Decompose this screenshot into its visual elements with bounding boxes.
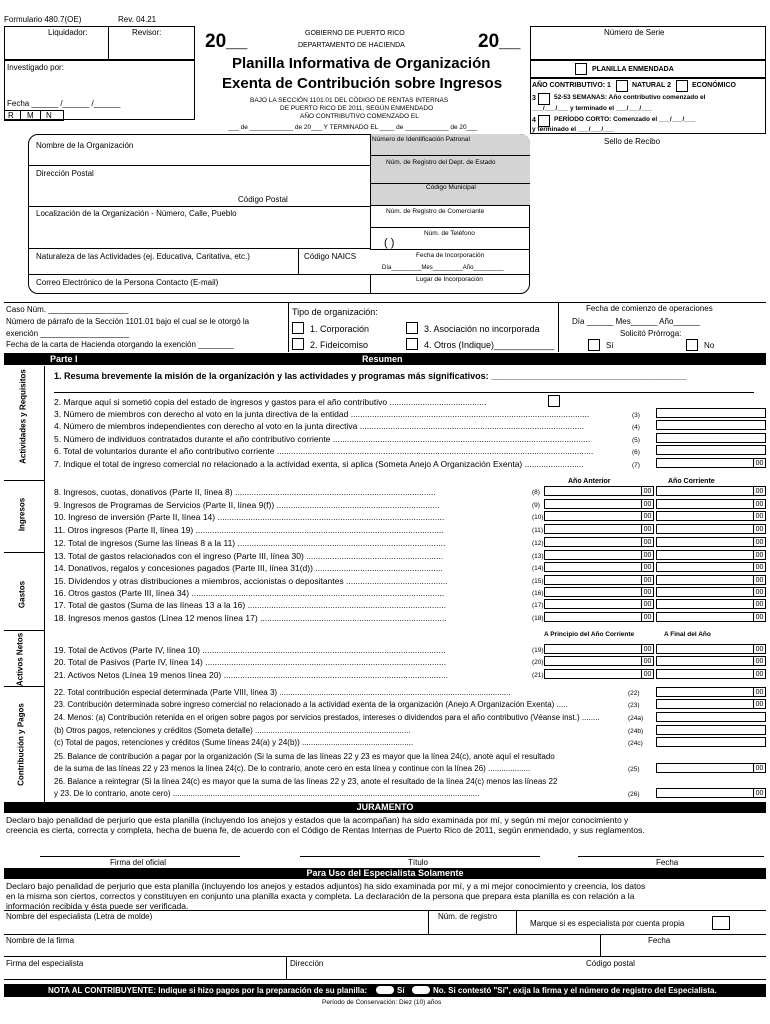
tax-amount-field[interactable] <box>656 725 766 735</box>
postal-address-label: Dirección Postal <box>36 169 94 178</box>
subtitle-dates: ___ de ____________ de 20___ Y TERMINADO EL ____ de ____________ de 20___ <box>228 124 478 131</box>
registry-number-label: Núm. de registro <box>438 912 498 921</box>
current-amount-field[interactable] <box>656 550 766 560</box>
line-18: 18. Ingresos menos gastos (Línea 12 menos línea 17) ............................................................................... <box>54 614 447 623</box>
subtitle-code: DE PUERTO RICO DE 2011, SEGÚN ENMENDADO <box>280 105 434 112</box>
prior-amount-field[interactable] <box>544 669 654 679</box>
line-8: 8. Ingresos, cuotas, donativos (Parte II, línea 8) ..................................................................................... <box>54 488 436 497</box>
tax-amount-field[interactable] <box>656 687 766 697</box>
zip-code-label: Código Postal <box>238 195 288 204</box>
org-type-label: Tipo de organización: <box>292 307 378 317</box>
tax-line-ref: (24c) <box>628 740 643 747</box>
part-1-label: Parte I <box>50 354 78 364</box>
revision: Rev. 04.21 <box>118 15 157 24</box>
cents: 00 <box>753 789 765 797</box>
serial-number-label: Número de Serie <box>604 28 665 37</box>
line-2-checkbox[interactable] <box>548 395 560 407</box>
line-6-field[interactable] <box>656 445 766 455</box>
form-title-2: Exenta de Contribución sobre Ingresos <box>222 75 503 92</box>
paid-no-toggle[interactable] <box>412 986 430 994</box>
tax-line: de la suma de las líneas 22 y 23 menos la línea 24(c). De lo contrario, anote cero en esta línea y continue con la línea 26) ................... <box>54 765 531 773</box>
cents: 00 <box>641 657 653 665</box>
tax-line-ref: (23) <box>628 702 640 709</box>
officer-date-label: Fecha <box>656 858 679 867</box>
cents: 00 <box>641 563 653 571</box>
current-amount-field[interactable] <box>656 612 766 622</box>
extension-no-label: No <box>704 341 715 350</box>
specialist-header: Para Uso del Especialista Solamente <box>4 868 766 879</box>
natural-label: NATURAL 2 <box>632 82 672 89</box>
side-expenses: Gastos <box>17 580 27 609</box>
ref-4: (4) <box>632 424 640 431</box>
line-4: 4. Número de miembros independientes con derecho al voto en la junta directiva ............................................................................................... <box>54 421 585 431</box>
year-right: 20__ <box>478 31 521 52</box>
officer-title-label: Título <box>408 858 429 867</box>
side-income: Ingresos <box>17 497 27 532</box>
line-ref: (14) <box>532 565 544 572</box>
cents: 00 <box>641 670 653 678</box>
tax-line: 23. Contribución determinada sobre ingreso comercial no relacionado a la actividad exenta de la organización (Anejo A Organización Exenta) ..... <box>54 701 568 709</box>
tax-line-ref: (25) <box>628 766 640 773</box>
other-checkbox[interactable] <box>406 338 418 350</box>
liquidador-label: Liquidador: <box>48 28 88 37</box>
ref-3: (3) <box>632 412 640 419</box>
cents: 00 <box>753 764 765 772</box>
short-period-label: PERÍODO CORTO: Comenzado el ___/___/___ <box>554 116 696 123</box>
line-7: 7. Indique el total de ingreso comercial no relacionado a la actividad exenta, si aplica (Someta Anejo A Organización Exenta) ......................... <box>54 459 584 469</box>
cents: 00 <box>641 500 653 508</box>
line-17: 17. Total de gastos (Suma de las líneas 13 a la 16) .................................................................................... <box>54 601 446 610</box>
n4: 4 <box>532 117 536 124</box>
oath-text-1: Declaro bajo penalidad de perjurio que esta planilla (incluyendo los anejos y estados que la acompañan) ha sido examinada por mí, y según mi mejor conocimiento y <box>6 815 629 825</box>
prior-amount-field[interactable] <box>544 612 654 622</box>
cents: 00 <box>641 576 653 584</box>
weeks-checkbox[interactable] <box>538 93 550 105</box>
cents: 00 <box>641 551 653 559</box>
line-ref: (13) <box>532 553 544 560</box>
incorporation-place-label: Lugar de Incorporación <box>416 276 483 283</box>
investigado-label: Investigado por: <box>7 63 64 72</box>
rmn-m: M <box>27 111 34 120</box>
address-label: Dirección <box>290 959 324 968</box>
cents: 00 <box>753 459 765 467</box>
cents: 00 <box>753 525 765 533</box>
prior-amount-field[interactable] <box>544 599 654 609</box>
prior-amount-field[interactable] <box>544 499 654 509</box>
side-tax-payments: Contribución y Pagos <box>16 703 26 786</box>
oath-header: JURAMENTO <box>4 802 766 813</box>
end-of-year-header: A Final del Año <box>664 631 711 638</box>
tax-line-ref: (22) <box>628 690 640 697</box>
line-ref: (20) <box>532 659 544 666</box>
paid-yes-label: Sí <box>397 986 405 995</box>
cents: 00 <box>641 645 653 653</box>
cents: 00 <box>753 588 765 596</box>
specialist-text-2: en la misma son ciertos, correctos y constituyen en conjunto una planilla exacta y completa. La declaración de la persona que prepara esta planilla es con relación a la <box>6 891 635 901</box>
naics-label: Código NAICS <box>304 252 357 261</box>
line-21: 21. Activos Netos (Línea 19 menos línea 20) ............................................................................................... <box>54 671 448 680</box>
amended-checkbox[interactable] <box>575 63 587 75</box>
cents: 00 <box>753 600 765 608</box>
economic-checkbox[interactable] <box>676 80 688 92</box>
exemption-field[interactable]: exención ____________________ <box>6 329 130 338</box>
prior-amount-field[interactable] <box>544 524 654 534</box>
cents: 00 <box>753 551 765 559</box>
tax-line: 24. Menos: (a) Contribución retenida en el origen sobre pagos por servicios prestados, intereses o dividendos para el año contributivo (Véanse inst.) ........ <box>54 714 600 722</box>
tax-line: y 23. De lo contrario, anote cero) .......................................................................................................................................... <box>54 790 480 798</box>
prior-amount-field[interactable] <box>544 575 654 585</box>
specialist-signature-label: Firma del especialista <box>6 959 84 968</box>
current-amount-field[interactable] <box>656 575 766 585</box>
cents: 00 <box>753 487 765 495</box>
line-13: 13. Total de gastos relacionados con el ingreso (Parte III, línea 30) .......................................................... <box>54 552 444 561</box>
extension-no-checkbox[interactable] <box>686 339 698 351</box>
zip-label: Código postal <box>586 959 635 968</box>
economic-label: ECONÓMICO <box>692 82 736 89</box>
line-20: 20. Total de Pasivos (Parte IV, línea 14) ...................................................................................................... <box>54 658 447 667</box>
municipal-code-label: Código Municipal <box>426 184 476 191</box>
incorporation-date-label: Fecha de Incorporación <box>416 252 485 259</box>
natural-checkbox[interactable] <box>616 80 628 92</box>
tax-line: 22. Total contribución especial determinada (Parte VIII, línea 3) ........................................................................................................ <box>54 689 511 697</box>
tax-line-ref: (24b) <box>628 728 644 735</box>
specialist-text-1: Declaro bajo penalidad de perjurio que esta planilla (incluyendo los anejos y estados adjuntos) ha sido examinada por mí, y a mi mejor conocimiento y creencia, los datos <box>6 881 646 891</box>
line-ref: (16) <box>532 590 544 597</box>
cents: 00 <box>753 500 765 508</box>
year-left: 20__ <box>205 31 248 52</box>
current-year-header: Año Corriente <box>668 478 715 485</box>
paid-no-label: No. Si contestó "Sí", exija la firma y el número de registro del Especialista. <box>433 986 717 995</box>
corporation-label: 1. Corporación <box>310 324 370 334</box>
tax-amount-field[interactable] <box>656 788 766 798</box>
paid-yes-toggle[interactable] <box>376 986 394 994</box>
start-of-year-header: A Principio del Año Corriente <box>544 631 635 638</box>
tax-line: 25. Balance de contribución a pagar por la organización (Si la suma de las líneas 22 y 23 es mayor que la línea 24(c), anote aquí el resultado <box>54 753 555 761</box>
cents: 00 <box>753 645 765 653</box>
line-9: 9. Ingresos de Programas de Servicios (Parte II, línea 9(f)) ..................................................................... <box>54 501 440 510</box>
line-ref: (8) <box>532 489 540 496</box>
line-11: 11. Otros ingresos (Parte II, línea 19) ......................................................................................................... <box>54 526 444 535</box>
tax-line-ref: (24a) <box>628 715 644 722</box>
side-net-assets: Activos Netos <box>15 632 25 687</box>
taxpayer-note-text: NOTA AL CONTRIBUYENTE: Indique si hizo pagos por la preparación de su planilla: <box>48 986 368 995</box>
specialist-text-3: información recibida y ésta puede ser verificada. <box>6 901 189 911</box>
department-name: DEPARTAMENTO DE HACIENDA <box>298 42 405 49</box>
paragraph-number-label: Número de párrafo de la Sección 1101.01 bajo el cual se le otorgó la <box>6 317 250 326</box>
tax-line-ref: (26) <box>628 791 640 798</box>
line-15: 15. Dividendos y otras distribuciones a miembros, accionistas o depositantes ........................................... <box>54 577 448 586</box>
tax-amount-field[interactable] <box>656 699 766 709</box>
retention-period: Período de Conservación: Diez (10) años <box>322 999 442 1006</box>
fecha-label: Fecha ______ /______ /______ <box>7 99 121 108</box>
line-10: 10. Ingreso de inversión (Parte II, línea 14) ................................................................................................ <box>54 513 445 522</box>
incorporation-date-fields[interactable]: Día_________Mes_________Año_________ <box>382 265 504 271</box>
operations-start-label: Fecha de comienzo de operaciones <box>586 304 713 313</box>
line-12: 12. Total de ingresos (Sume las líneas 8 a la 11) ........................................................................................ <box>54 539 446 548</box>
self-employed-label: Marque si es especialista por cuenta propia <box>530 919 685 928</box>
line-ref: (17) <box>532 602 544 609</box>
other-label: 4. Otros (Indique)____________ <box>424 340 555 350</box>
current-amount-field[interactable] <box>656 669 766 679</box>
cents: 00 <box>641 487 653 495</box>
summary-label: Resumen <box>362 354 403 364</box>
current-amount-field[interactable] <box>656 537 766 547</box>
line-ref: (21) <box>532 672 544 679</box>
cents: 00 <box>641 613 653 621</box>
form-number: Formulario 480.7(OE) <box>4 15 82 24</box>
cents: 00 <box>753 613 765 621</box>
state-registry-label: Núm. de Registro del Dept. de Estado <box>386 159 496 166</box>
weeks-label: 52-53 SEMANAS: Año contributivo comenzado el <box>554 94 706 101</box>
prior-amount-field[interactable] <box>544 656 654 666</box>
tax-amount-field[interactable] <box>656 712 766 722</box>
trust-label: 2. Fideicomiso <box>310 340 369 350</box>
short-period-dates: y terminado el ___/___/___ <box>532 126 615 133</box>
cents: 00 <box>641 600 653 608</box>
association-checkbox[interactable] <box>406 322 418 334</box>
treasury-letter-date[interactable]: Fecha de la carta de Hacienda otorgando la exención ________ <box>6 340 234 349</box>
line-ref: (19) <box>532 647 544 654</box>
prior-amount-field[interactable] <box>544 562 654 572</box>
cents: 00 <box>753 512 765 520</box>
current-amount-field[interactable] <box>656 587 766 597</box>
specialist-name-label: Nombre del especialista (Letra de molde) <box>6 912 153 921</box>
form-title-1: Planilla Informativa de Organización <box>232 55 491 72</box>
oath-text-2: creencia es cierta, correcta y completa, hecha de buena fe, de acuerdo con el Código de Rentas Internas de Puerto Rico de 2011, según enmendado, y sus reglamentos. <box>6 825 645 835</box>
line-7-field[interactable] <box>656 458 766 468</box>
government-name: GOBIERNO DE PUERTO RICO <box>305 30 405 37</box>
line-5: 5. Número de individuos contratados durante el año contributivo corriente ............................................................................................................. <box>54 434 591 444</box>
tax-line: (c) Total de pagos, retenciones y créditos (Sume líneas 24(a) y 24(b)) .................................................. <box>54 739 414 747</box>
cents: 00 <box>641 538 653 546</box>
rmn-r: R <box>8 111 14 120</box>
cents: 00 <box>753 563 765 571</box>
current-amount-field[interactable] <box>656 486 766 496</box>
phone-area-code: ( ) <box>384 237 395 249</box>
line-4-field[interactable] <box>656 420 766 430</box>
tax-line: (b) Otros pagos, retenciones y créditos (Someta detalle) ...................................................................... <box>54 727 411 735</box>
n3: 3 <box>532 95 536 102</box>
self-employed-checkbox[interactable] <box>712 916 730 930</box>
current-amount-field[interactable] <box>656 599 766 609</box>
line-19: 19. Total de Activos (Parte IV, línea 10) ....................................................................................................... <box>54 646 446 655</box>
current-amount-field[interactable] <box>656 562 766 572</box>
cents: 00 <box>753 688 765 696</box>
phone-label: Núm. de Teléfono <box>424 230 475 237</box>
line-16: 16. Otros gastos (Parte III, línea 34) ........................................................................................................... <box>54 589 445 598</box>
ref-5: (5) <box>632 437 640 444</box>
revisor-label: Revisor: <box>132 28 162 37</box>
phone-field[interactable] <box>370 228 530 250</box>
line-ref: (12) <box>532 540 544 547</box>
line-ref: (10) <box>532 514 544 521</box>
corporation-checkbox[interactable] <box>292 322 304 334</box>
line-3-field[interactable] <box>656 408 766 418</box>
cents: 00 <box>753 700 765 708</box>
receipt-stamp-label: Sello de Recibo <box>604 137 661 146</box>
line-5-field[interactable] <box>656 433 766 443</box>
extension-label: Solicitó Prórroga: <box>620 329 682 338</box>
tax-amount-field[interactable] <box>656 737 766 747</box>
weeks-dates: ___/___/___ y terminado el ___/___/___ <box>532 105 652 112</box>
line-ref: (15) <box>532 578 544 585</box>
specialist-date-label: Fecha <box>648 936 671 945</box>
location-label: Localización de la Organización - Número, Calle, Pueblo <box>36 209 237 218</box>
extension-yes-label: Sí <box>606 341 614 350</box>
prior-amount-field[interactable] <box>544 644 654 654</box>
ref-7: (7) <box>632 462 640 469</box>
merchant-registry-label: Núm. de Registro de Comerciante <box>386 208 485 215</box>
prior-year-header: Año Anterior <box>568 478 611 485</box>
liquidador-box[interactable] <box>4 26 195 60</box>
officer-signature-label: Firma del oficial <box>110 858 167 867</box>
ref-6: (6) <box>632 449 640 456</box>
side-activities: Actividades y Requisitos <box>18 369 28 464</box>
cents: 00 <box>753 670 765 678</box>
cents: 00 <box>753 538 765 546</box>
line-ref: (9) <box>532 502 540 509</box>
line-1[interactable]: 1. Resuma brevemente la misión de la organización y las actividades y programas más significativos: _______________________________________ <box>54 371 687 381</box>
email-label: Correo Electrónico de la Persona Contacto (E-mail) <box>36 278 219 287</box>
subtitle-section: BAJO LA SECCIÓN 1101.01 DEL CÓDIGO DE RENTAS INTERNAS <box>250 97 449 104</box>
current-amount-field[interactable] <box>656 656 766 666</box>
line-ref: (18) <box>532 615 544 622</box>
line-6: 6. Total de voluntarios durante el año contributivo corriente ...................................................................................................................................... <box>54 446 594 456</box>
current-amount-field[interactable] <box>656 524 766 534</box>
tax-amount-field[interactable] <box>656 763 766 773</box>
subtitle-year: AÑO CONTRIBUTIVO COMENZADO EL <box>300 113 419 120</box>
current-amount-field[interactable] <box>656 644 766 654</box>
cents: 00 <box>753 576 765 584</box>
cents: 00 <box>641 588 653 596</box>
cents: 00 <box>641 525 653 533</box>
current-amount-field[interactable] <box>656 511 766 521</box>
ein-label: Número de Identificación Patronal <box>372 136 470 143</box>
prior-amount-field[interactable] <box>544 537 654 547</box>
line-2: 2. Marque aquí si sometió copia del estado de ingresos y gastos para el año contributivo ......................................... <box>54 397 487 407</box>
activity-nature-label: Naturaleza de las Actividades (ej. Educativa, Caritativa, etc.) <box>36 252 250 261</box>
tax-year-label: AÑO CONTRIBUTIVO: 1 <box>532 82 611 89</box>
line-3: 3. Número de miembros con derecho al voto en la junta directiva de la entidad ..................................................................................................... <box>54 409 590 419</box>
prior-amount-field[interactable] <box>544 587 654 597</box>
org-name-label: Nombre de la Organización <box>36 141 134 150</box>
current-amount-field[interactable] <box>656 499 766 509</box>
operations-start-fields[interactable]: Día ______ Mes______ Año______ <box>572 317 701 326</box>
prior-amount-field[interactable] <box>544 486 654 496</box>
extension-yes-checkbox[interactable] <box>588 339 600 351</box>
line-ref: (11) <box>532 527 544 534</box>
trust-checkbox[interactable] <box>292 338 304 350</box>
association-label: 3. Asociación no incorporada <box>424 324 540 334</box>
cents: 00 <box>641 512 653 520</box>
line-14: 14. Donativos, regalos y concesiones pagados (Parte III, línea 31(d)) ...................................................... <box>54 564 443 573</box>
firm-name-label: Nombre de la firma <box>6 936 75 945</box>
prior-amount-field[interactable] <box>544 550 654 560</box>
rmn-n: N <box>46 111 52 120</box>
case-number[interactable]: Caso Núm. __________________ <box>6 305 129 314</box>
cents: 00 <box>753 657 765 665</box>
tax-line: 26. Balance a reintegrar (Si la línea 24(c) es mayor que la suma de las líneas 22 y 23, anote el resultado de la línea 24(c) menos las líneas 22 <box>54 778 558 786</box>
amended-label: PLANILLA ENMENDADA <box>592 66 674 73</box>
prior-amount-field[interactable] <box>544 511 654 521</box>
